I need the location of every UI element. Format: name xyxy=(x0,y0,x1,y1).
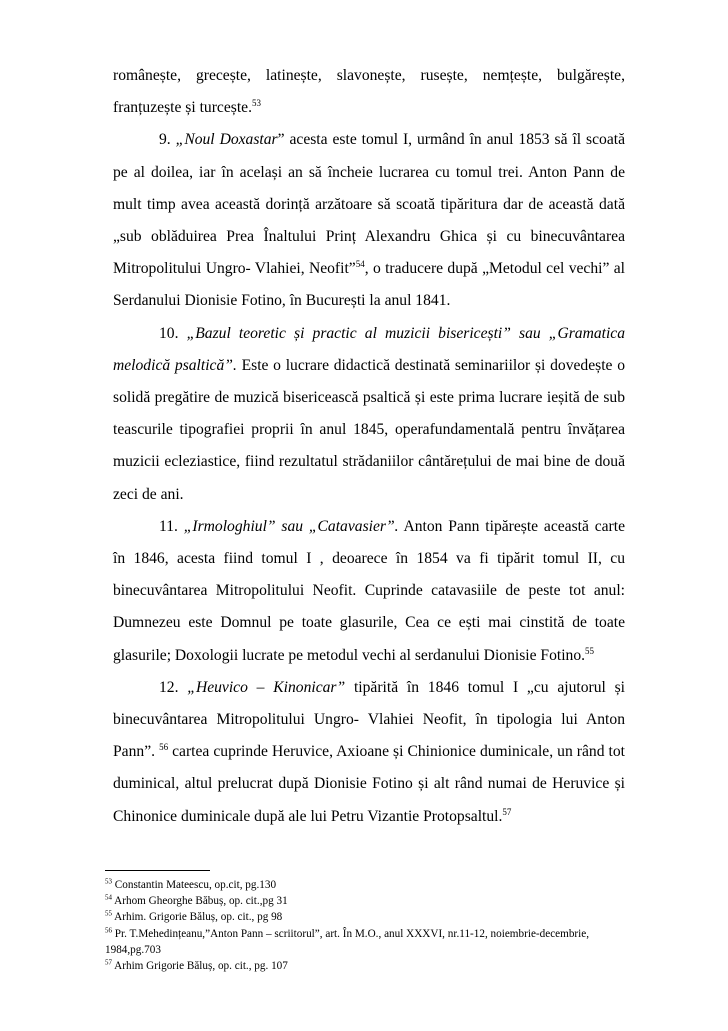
italic-title: „Irmologhiul” sau „Catavasier”. xyxy=(183,517,399,535)
italic-title: „Heuvico – Kinonicar” xyxy=(187,678,346,696)
footnote xyxy=(105,958,625,974)
footnote-number: 55 xyxy=(105,909,112,918)
paragraph-text: 11. xyxy=(159,517,184,535)
paragraph xyxy=(113,60,625,124)
italic-title: „Noul Doxastar xyxy=(175,131,278,149)
italic-title: „Bazul teoretic și practic al muzicii bisericești” sau „Gramatica melodică psaltică”. xyxy=(113,324,626,374)
paragraph xyxy=(113,124,625,317)
footnote-ref: 55 xyxy=(585,645,595,656)
footnote-ref: 54 xyxy=(355,259,365,270)
footnote-text: Constantin Mateescu, op.cit, pg.130 xyxy=(112,879,277,891)
paragraph-text: românește, grecește, latinește, slavonește, rusește, nemțește, bulgărește, franțuzește și turcește. xyxy=(113,67,625,117)
footnote xyxy=(105,926,625,958)
footnote-number: 53 xyxy=(105,877,112,886)
footnotes xyxy=(105,870,625,974)
footnote xyxy=(105,877,625,893)
footnote-number: 57 xyxy=(105,958,112,967)
paragraph-text: cartea cuprinde Heruvice, Axioane și Chinionice duminicale, un rând tot duminical, altul prelucrat după Dionisie Fotino și alt rând numai de Heruvice și Chinonice duminicale după ale lui Petru Vizantie Protopsaltul. xyxy=(113,743,626,825)
paragraph-text: Anton Pann tipărește această carte în 1846, acesta fiind tomul I , deoarece în 1854 va fi tipărit tomul II, cu binecuvântarea Mitropolitului Neofit. Cuprinde catavasiile de peste tot anul: Dumnezeu este Domnul pe toate glasurile, Cea ce ești mai cinstită de toate glasurile; Doxologii lucrate pe metodul vechi al serdanului Dionisie Fotino. xyxy=(113,517,626,664)
paragraph-text: Este o lucrare didactică destinată seminariilor și dovedește o solidă pregătire de muzică bisericească psaltică și este prima lucrare ieșită de sub teascurile tipografiei proprii în anul 1845, operafundamentală pentru învățarea muzicii ecleziastice, fiind rezultatul strădaniilor cântărețului de mai bine de două zeci de ani. xyxy=(113,356,626,503)
footnote-text: Pr. T.Mehedințeanu,”Anton Pann – scriitorul”, art. În M.O., anul XXXVI, nr.11-12, noiembrie-decembrie, 1984,pg.703 xyxy=(105,927,590,956)
footnote-ref: 53 xyxy=(251,98,261,109)
paragraph-text: 9. xyxy=(159,131,176,149)
paragraph xyxy=(113,318,625,511)
paragraph-text: ” acesta este tomul I, urmând în anul 1853 să îl scoată pe al doilea, iar în același an să încheie lucrarea cu tomul trei. Anton Pann de mult timp avea această dorință arzătoare să scoată tipăritura dar de această dată „sub oblăduirea Prea Înaltului Prinț Alexandru Ghica și cu binecuvântarea Mitropolitului Ungro- Vlahiei, Neofit” xyxy=(113,131,626,278)
footnote-text: Arhim Grigorie Băluș, op. cit., pg. 107 xyxy=(112,960,288,973)
paragraph xyxy=(113,672,625,833)
footnote-number: 54 xyxy=(105,893,112,902)
footnote-ref: 56 xyxy=(159,742,169,753)
footnote xyxy=(105,909,625,925)
paragraph-text: 10. xyxy=(159,324,187,342)
footnote-text: Arhom Gheorghe Băbuș, op. cit.,pg 31 xyxy=(112,895,288,908)
paragraph-text: tipărită în 1846 tomul I „cu ajutorul și binecuvântarea Mitropolitului Ungro- Vlahiei Neofit, în tipologia lui Anton Pann”. xyxy=(113,678,626,761)
footnote-separator xyxy=(105,870,210,871)
footnote xyxy=(105,893,625,909)
paragraph-text: 12. xyxy=(159,678,188,696)
footnote-text: Arhim. Grigorie Băluș, op. cit., pg 98 xyxy=(112,911,283,924)
footnote-number: 56 xyxy=(105,925,112,934)
paragraph xyxy=(113,511,625,672)
body-text xyxy=(113,60,625,833)
paragraph-text: , o traducere după „Metodul cel vechi” al Serdanului Dionisie Fotino, în București la anul 1841. xyxy=(113,260,625,310)
footnote-ref: 57 xyxy=(502,806,512,817)
